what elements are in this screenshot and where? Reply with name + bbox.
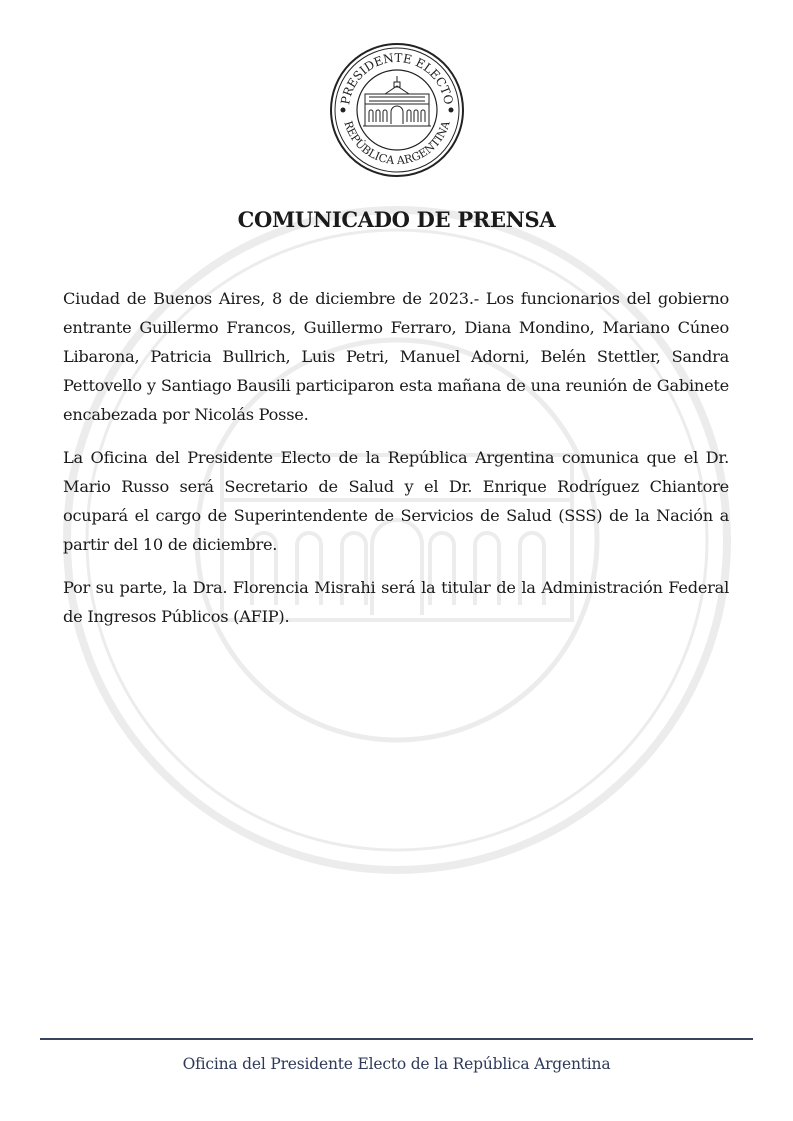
document-body xyxy=(63,284,729,645)
footer-divider xyxy=(40,1038,753,1040)
paragraph-3: Por su parte, la Dra. Florencia Misrahi será la titular de la Administración Federal de Ingresos Públicos (AFIP). xyxy=(63,578,729,626)
document-title: COMUNICADO DE PRENSA xyxy=(237,207,556,232)
presidente-electo-seal-logo xyxy=(329,42,465,178)
seal-top-text: PRESIDENTE ELECTO xyxy=(338,50,456,106)
paragraph-1: Ciudad de Buenos Aires, 8 de diciembre de 2023.- Los funcionarios del gobierno entrante Guillermo Francos, Guillermo Ferraro, Diana Mondino, Mariano Cúneo Libarona, Patricia Bullrich, Luis Petri, Manuel Adorni, Belén Stettler, Sandra Pettovello y Santiago Bausili participaron esta mañana de una reunión de Gabinete encabezada por Nicolás Posse. xyxy=(63,289,729,424)
seal-bottom-text: REPÚBLICA ARGENTINA xyxy=(341,119,453,168)
paragraph-2: La Oficina del Presidente Electo de la República Argentina comunica que el Dr. Mario Russo será Secretario de Salud y el Dr. Enrique Rodríguez Chiantore ocupará el cargo de Superintendente de Servicios de Salud (SSS) de la Nación a partir del 10 de diciembre. xyxy=(63,448,729,554)
footer-text: Oficina del Presidente Electo de la República Argentina xyxy=(182,1055,611,1073)
